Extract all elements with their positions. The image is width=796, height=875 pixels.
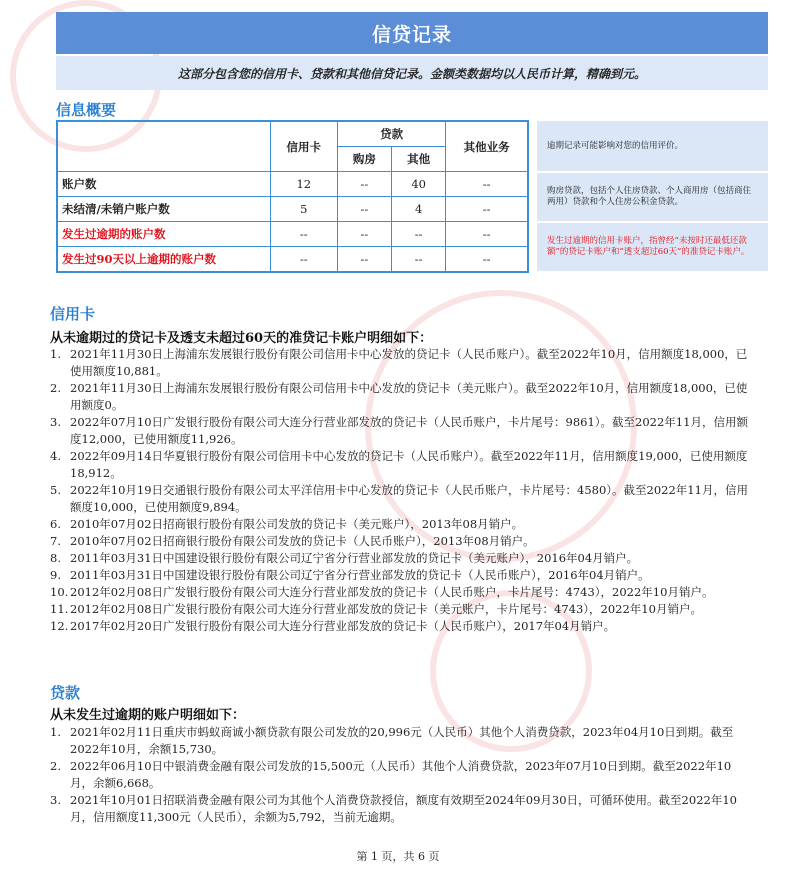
- cell: --: [337, 172, 391, 197]
- corner-cell: [57, 121, 270, 172]
- cell: --: [391, 222, 445, 247]
- table-row: [57, 247, 528, 273]
- page-number: 第 1 页，共 6 页: [356, 850, 440, 863]
- cell: --: [270, 247, 337, 273]
- list-item: 11. 2012年02月08日广发银行股份有限公司大连分行营业部发放的贷记卡（美元账户，卡片尾号：4743），2022年10月销户。: [50, 602, 702, 616]
- row-label: 账户数: [57, 172, 270, 197]
- row-label: 未结清/未销户账户数: [57, 197, 270, 222]
- note-overdue: 逾期记录可能影响对您的信用评价。: [537, 121, 768, 171]
- overview-table: [56, 120, 529, 273]
- cell: --: [337, 197, 391, 222]
- list-item: 9. 2011年03月31日中国建设银行股份有限公司辽宁省分行营业部发放的贷记卡（人民币账户），2016年04月销户。: [50, 568, 650, 582]
- cell: --: [391, 247, 445, 273]
- list-item: 12. 2017年02月20日广发银行股份有限公司大连分行营业部发放的贷记卡（人民币账户），2017年04月销户。: [50, 619, 616, 633]
- list-item: 5. 2022年10月19日交通银行股份有限公司太平洋信用卡中心发放的贷记卡（人民币账户，卡片尾号：4580）。截至2022年11月，信用额度10,000，已使用额度9,894。: [50, 483, 748, 514]
- list-item: 10. 2012年02月08日广发银行股份有限公司大连分行营业部发放的贷记卡（人民币账户，卡片尾号：4743），2022年10月销户。: [50, 585, 714, 599]
- col-other-business: 其他业务: [446, 121, 528, 172]
- list-item: 4. 2022年09月14日华夏银行股份有限公司信用卡中心发放的贷记卡（人民币账户）。截至2022年11月，信用额度19,000，已使用额度18,912。: [50, 449, 748, 480]
- table-row: [57, 197, 528, 222]
- cell: --: [446, 197, 528, 222]
- cell: --: [337, 222, 391, 247]
- section-description: 这部分包含您的信用卡、贷款和其他信贷记录。金额类数据均以人民币计算，精确到元。: [56, 56, 768, 90]
- row-label: 发生过逾期的账户数: [57, 222, 270, 247]
- list-item: 6. 2010年07月02日招商银行股份有限公司发放的贷记卡（美元账户），2013年08月销户。: [50, 517, 524, 531]
- list-item: 8. 2011年03月31日中国建设银行股份有限公司辽宁省分行营业部发放的贷记卡（美元账户），2016年04月销户。: [50, 551, 639, 565]
- col-credit-card: 信用卡: [270, 121, 337, 172]
- cell: --: [446, 222, 528, 247]
- col-housing: 购房: [337, 147, 391, 172]
- credit-card-subheading: 从未逾期过的贷记卡及透支未超过60天的准贷记卡账户明细如下：: [50, 331, 433, 346]
- col-loan: 贷款: [337, 121, 445, 147]
- credit-card-list: [50, 346, 750, 635]
- row-label: 发生过90天以上逾期的账户数: [57, 247, 270, 273]
- credit-card-heading: 信用卡: [50, 305, 96, 323]
- list-item: 1. 2021年02月11日重庆市蚂蚁商诚小额贷款有限公司发放的20,996元（人民币）其他个人消费贷款，2023年04月10日到期。截至2022年10月，余额15,730。: [50, 725, 734, 756]
- list-item: 3. 2021年10月01日招联消费金融有限公司为其他个人消费贷款授信，额度有效期至2024年09月30日，可循环使用。截至2022年10月，信用额度11,300元（人民币），余额为5,792，当前无逾期。: [50, 793, 737, 824]
- loan-heading: 贷款: [50, 684, 81, 702]
- list-item: 7. 2010年07月02日招商银行股份有限公司发放的贷记卡（人民币账户），2013年08月销户。: [50, 534, 535, 548]
- cell: 40: [391, 172, 445, 197]
- table-row: [57, 172, 528, 197]
- list-item: 1. 2021年11月30日上海浦东发展银行股份有限公司信用卡中心发放的贷记卡（人民币账户）。截至2022年10月，信用额度18,000，已使用额度10,881。: [50, 347, 748, 378]
- table-row: [57, 222, 528, 247]
- cell: --: [446, 247, 528, 273]
- overview-heading: 信息概要: [56, 101, 117, 119]
- note-housing: 购房贷款，包括个人住房贷款、个人商用房（包括商住两用）贷款和个人住房公积金贷款。: [537, 173, 768, 221]
- section-title: 信贷记录: [56, 12, 768, 54]
- cell: 4: [391, 197, 445, 222]
- cell: --: [337, 247, 391, 273]
- note-overdue-card: 发生过逾期的信用卡账户，指曾经“未按时还最低还款额”的贷记卡账户和“透支超过60天”的准贷记卡账户。: [537, 223, 768, 271]
- list-item: 2. 2021年11月30日上海浦东发展银行股份有限公司信用卡中心发放的贷记卡（美元账户）。截至2022年10月，信用额度18,000，已使用额度0。: [50, 381, 748, 412]
- cell: --: [446, 172, 528, 197]
- cell: --: [270, 222, 337, 247]
- list-item: 2. 2022年06月10日中银消费金融有限公司发放的15,500元（人民币）其他个人消费贷款，2023年07月10日到期。截至2022年10月，余额6,668。: [50, 759, 732, 790]
- loan-subheading: 从未发生过逾期的账户明细如下：: [50, 708, 246, 723]
- col-other: 其他: [391, 147, 445, 172]
- cell: 5: [270, 197, 337, 222]
- cell: 12: [270, 172, 337, 197]
- loan-list: [50, 724, 750, 826]
- list-item: 3. 2022年07月10日广发银行股份有限公司大连分行营业部发放的贷记卡（人民币账户，卡片尾号：9861）。截至2022年11月，信用额度12,000，已使用额度11,926。: [50, 415, 748, 446]
